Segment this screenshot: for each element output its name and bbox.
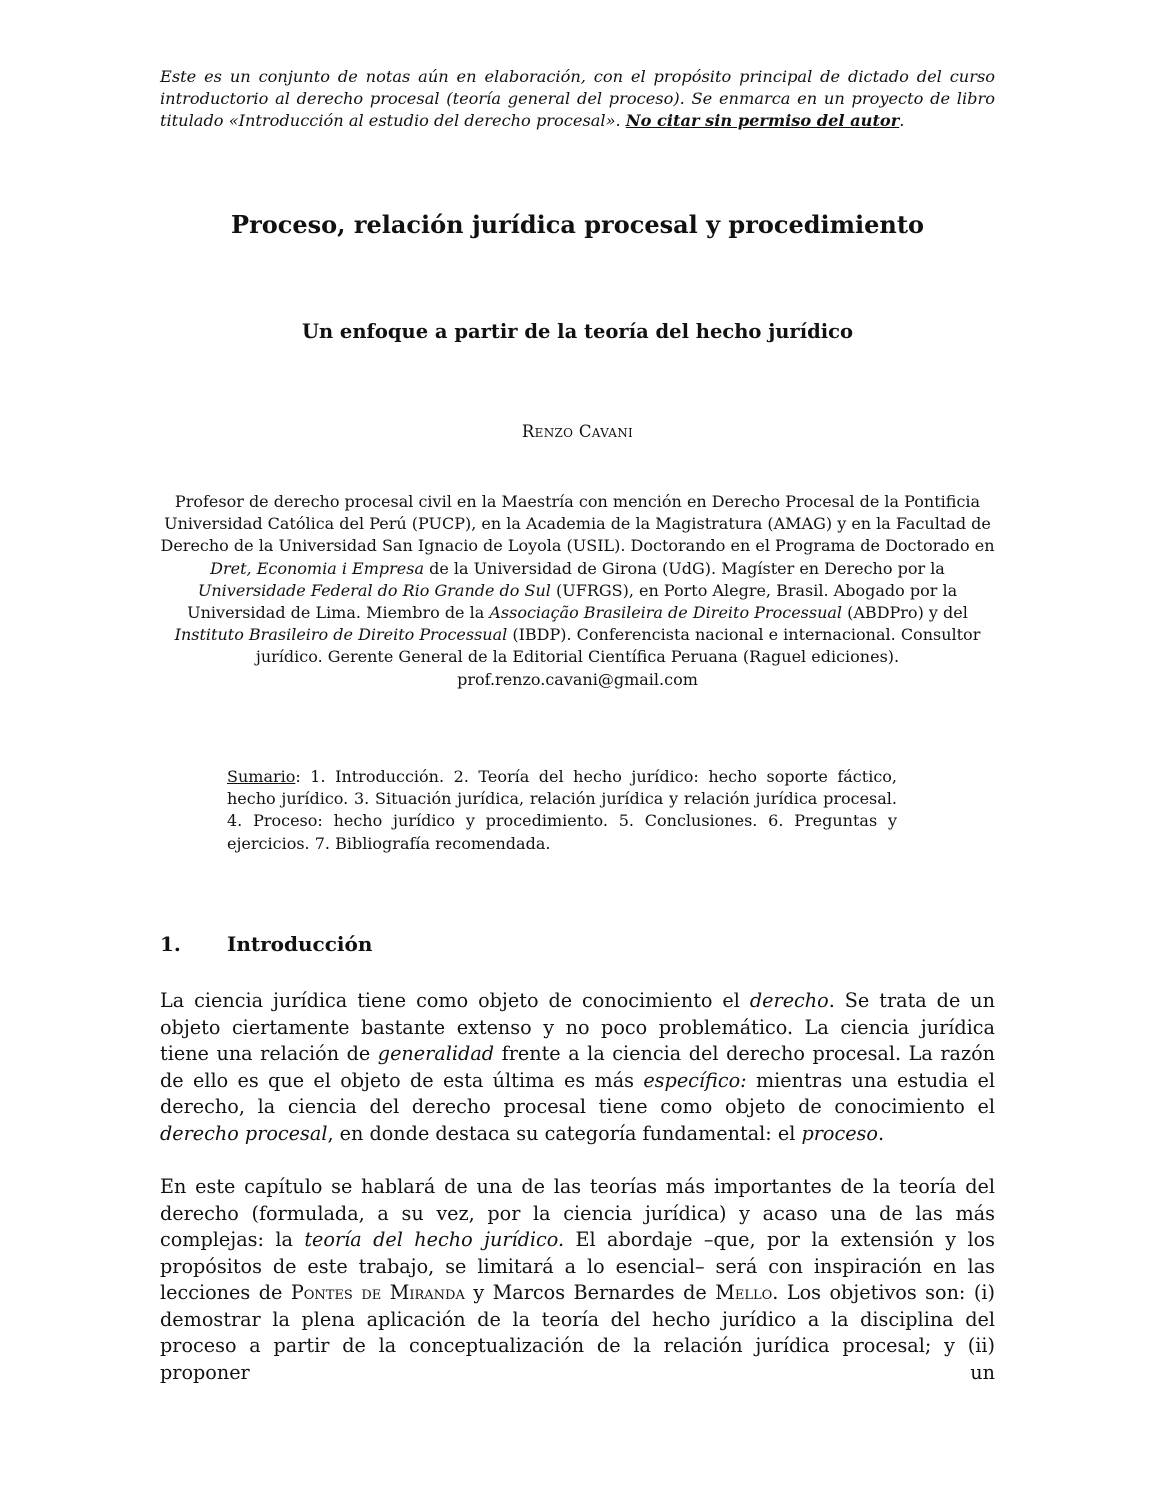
p2-text-d: . Los objetivos son: (i) demostrar la plena aplicación de la teoría del hecho jurídico a la disciplina del proceso a partir de la conceptualización de la relación jurídica procesal; y (ii) proponer un (160, 1281, 995, 1384)
draft-note (160, 66, 995, 132)
paragraph-1 (160, 988, 995, 1147)
draft-note-end: . (899, 111, 905, 130)
document-page (160, 66, 995, 1384)
bio-italic-3: Associação Brasileira de Direito Processual (489, 603, 843, 623)
p2-smallcaps-1: Pontes de Miranda (290, 1281, 465, 1304)
p1-italic-5: proceso (801, 1121, 878, 1145)
p1-text-c: frente a la ciencia del derecho procesal. La razón de ello es que el objeto de esta última es más (160, 1042, 995, 1092)
p1-italic-3: específico: (643, 1068, 747, 1092)
document-subtitle: Un enfoque a partir de la teoría del hecho jurídico (301, 320, 854, 343)
section-heading (160, 932, 995, 956)
section-number: 1. (160, 932, 181, 956)
document-title: Proceso, relación jurídica procesal y procedimiento (231, 210, 924, 239)
p2-text-a: En este capítulo se hablará de una de las teorías más importantes de la teoría del derecho (formulada, a su vez, por la ciencia jurídica) y acaso una de las más complejas: la (160, 1175, 995, 1251)
bio-text-1: Profesor de derecho procesal civil en la Maestría con mención en Derecho Procesal de la Pontificia Universidad Católica del Perú (PUCP), en la Academia de la Magistratura (AMAG) y en la Facultad de Derecho de la Universidad San Ignacio de Loyola (USIL). Doctorando en el Programa de Doctorado en (160, 492, 995, 556)
p1-text-f: . (877, 1121, 885, 1145)
p1-italic-1: derecho (749, 989, 829, 1012)
author-email: prof.renzo.cavani@gmail.com (457, 669, 698, 689)
p1-text-e: , en donde destaca su categoría fundamental: el (327, 1121, 802, 1145)
p2-text-c: y Marcos Bernardes de (464, 1281, 716, 1304)
no-cite-warning: No citar sin permiso del autor (625, 111, 900, 130)
p2-text-b: El abordaje –que, por la extensión y los propósitos de este trabajo, se limitará a lo esencial– será con inspiración en las lecciones de (160, 1228, 995, 1304)
p1-italic-4: derecho procesal (160, 1121, 328, 1145)
p2-italic-1: teoría del hecho jurídico. (304, 1228, 565, 1251)
bio-italic-2: Universidade Federal do Rio Grande do Sul (197, 580, 551, 600)
p1-italic-2: generalidad (377, 1042, 495, 1065)
summary-label: Sumario (227, 767, 296, 786)
p2-smallcaps-2: Mello (715, 1281, 773, 1304)
summary (227, 766, 897, 855)
bio-italic-1: Dret, Economia i Empresa (210, 558, 424, 578)
draft-note-text: Este es un conjunto de notas aún en elaboración, con el propósito principal de dictado del curso introductorio al derecho procesal (teoría general del proceso). Se enmarca en un proyecto de libro titulado «Introducción al estudio del derecho procesal». (160, 67, 995, 130)
author-name: Renzo Cavani (521, 422, 634, 441)
paragraph-2 (160, 1174, 995, 1386)
author-bio (160, 491, 995, 691)
p1-text-b: . Se trata de un objeto ciertamente bastante extenso y no poco problemático. La ciencia jurídica tiene una relación de (160, 989, 995, 1065)
bio-text-5: (IBDP). Conferencista nacional e internacional. Consultor jurídico. Gerente General de la Editorial Científica Peruana (Raguel ediciones). (255, 625, 981, 667)
bio-text-4: (ABDPro) y del (842, 603, 968, 623)
p1-text-d: mientras una estudia el derecho, la ciencia del derecho procesal tiene como objeto de conocimiento el (160, 1068, 995, 1118)
bio-text-2: de la Universidad de Girona (UdG). Magíster en Derecho por la (424, 558, 945, 578)
bio-text-3: (UFRGS), en Porto Alegre, Brasil. Abogado por la Universidad de Lima. Miembro de la (187, 580, 958, 623)
p1-text-a: La ciencia jurídica tiene como objeto de conocimiento el (160, 989, 750, 1012)
summary-text: : 1. Introducción. 2. Teoría del hecho jurídico: hecho soporte fáctico, hecho jurídico. 3. Situación jurídica, relación jurídica y relación jurídica procesal. 4. Proceso: hecho jurídico y procedimiento. 5. Conclusiones. 6. Preguntas y ejercicios. 7. Bibliografía recomendada. (227, 767, 897, 853)
section-title: Introducción (227, 932, 373, 956)
bio-italic-4: Instituto Brasileiro de Direito Processual (174, 625, 508, 645)
